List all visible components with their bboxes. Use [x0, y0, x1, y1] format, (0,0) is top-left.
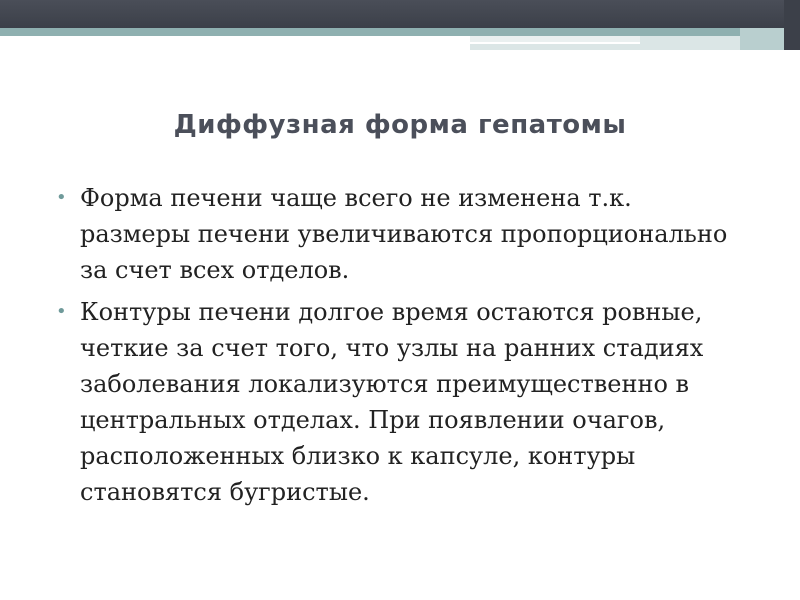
header-bar-teal	[0, 28, 800, 36]
header-accent-block	[740, 28, 784, 50]
header-accent-block	[640, 36, 740, 44]
bullet-icon: •	[56, 301, 67, 322]
bullet-item	[56, 294, 736, 510]
header-accent-block	[784, 0, 800, 50]
slide-title: Диффузная форма гепатомы	[173, 110, 627, 140]
header-accent-strip	[470, 36, 640, 42]
bullet-text: Форма печени чаще всего не изменена т.к. размеры печени увеличиваются пропорционально за счет всех отделов.	[80, 184, 728, 284]
bullet-icon: •	[56, 187, 67, 208]
bullet-list	[56, 180, 736, 516]
bullet-text: Контуры печени долгое время остаются ровные, четкие за счет того, что узлы на ранних стадиях заболевания локализуются преимущественно в центральных отделах. При появлении очагов, расположенных близко к капсуле, контуры становятся бугристые.	[80, 298, 704, 506]
bullet-item	[56, 180, 736, 288]
header-bar-dark	[0, 0, 800, 28]
header-accent-strip	[470, 44, 740, 50]
